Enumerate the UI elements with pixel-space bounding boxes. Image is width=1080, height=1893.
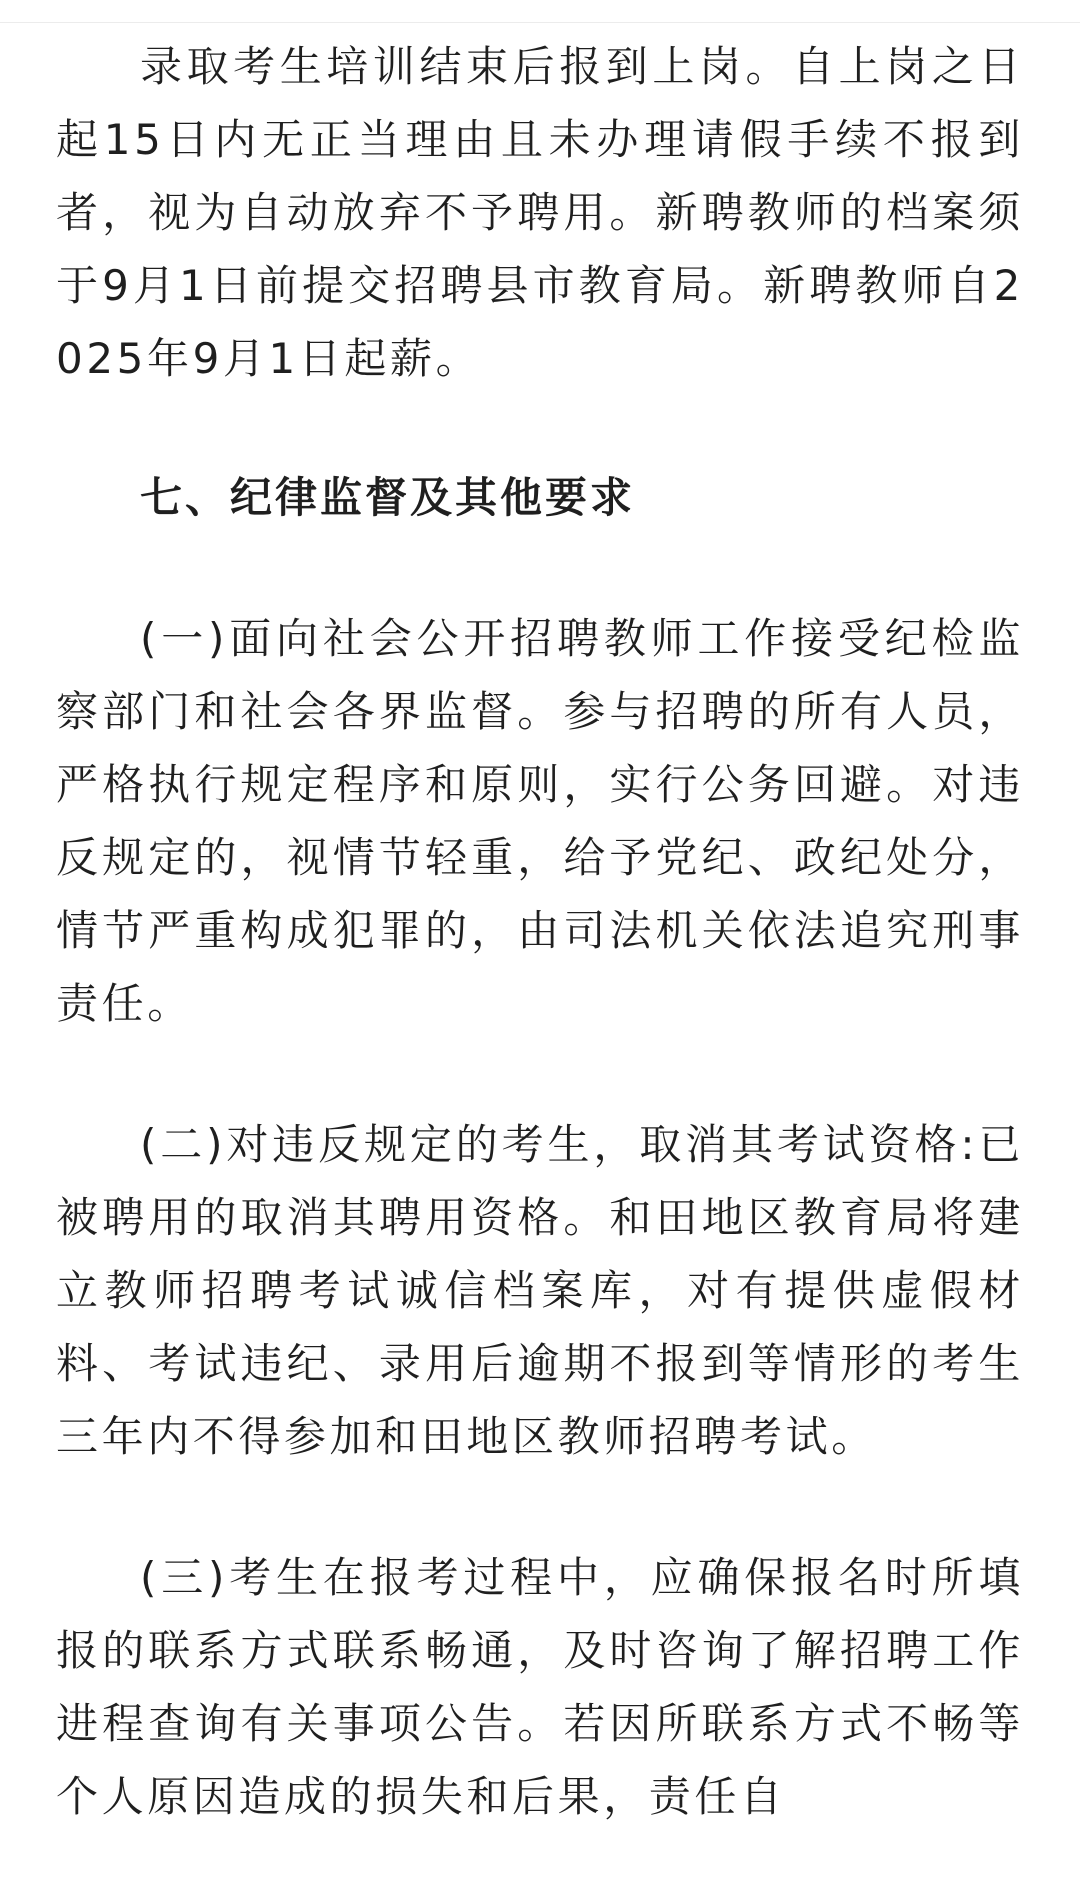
article-body [56,30,1024,1833]
paragraph-contact: (三)考生在报考过程中，应确保报名时所填报的联系方式联系畅通，及时咨询了解招聘工作进程查询有关事项公告。若因所联系方式不畅等个人原因造成的损失和后果，责任自 [56,1553,1024,1821]
paragraph-onboarding: 录取考生培训结束后报到上岗。自上岗之日起15日内无正当理由且未办理请假手续不报到者，视为自动放弃不予聘用。新聘教师的档案须于9月1日前提交招聘县市教育局。新聘教师自2025年9月1日起薪。 [56,42,1024,383]
paragraph-violations: (二)对违反规定的考生，取消其考试资格:已被聘用的取消其聘用资格。和田地区教育局将建立教师招聘考试诚信档案库，对有提供虚假材料、考试违纪、录用后逾期不报到等情形的考生三年内不得参加和田地区教师招聘考试。 [56,1120,1024,1461]
top-divider [0,0,1080,23]
section-heading: 七、纪律监督及其他要求 [140,473,636,522]
paragraph-supervision: (一)面向社会公开招聘教师工作接受纪检监察部门和社会各界监督。参与招聘的所有人员，严格执行规定程序和原则，实行公务回避。对违反规定的，视情节轻重，给予党纪、政纪处分，情节严重构成犯罪的，由司法机关依法追究刑事责任。 [56,614,1024,1028]
